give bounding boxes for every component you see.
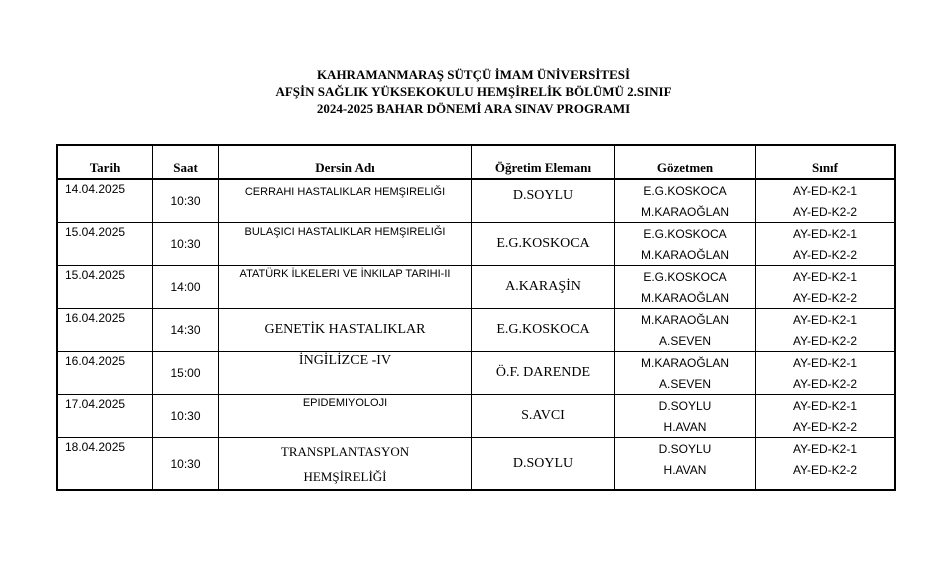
room-2: AY-ED-K2-2 <box>792 247 858 262</box>
proctor-cell <box>615 309 756 351</box>
proctor-cell <box>615 438 756 489</box>
teacher-name: A.KARAŞİN <box>472 266 615 308</box>
room-1: AY-ED-K2-1 <box>792 226 858 241</box>
room-cell <box>756 180 894 222</box>
teacher-name: D.SOYLU <box>472 180 615 222</box>
teacher-name: E.G.KOSKOCA <box>472 309 615 351</box>
room-2: AY-ED-K2-2 <box>792 463 858 478</box>
proctor-cell <box>615 266 756 308</box>
exam-time: 10:30 <box>153 438 219 489</box>
exam-date: 16.04.2025 <box>58 352 153 394</box>
course-name: BULAŞICI HASTALIKLAR HEMŞIRELIĞI <box>219 223 472 265</box>
teacher-name: Ö.F. DARENDE <box>472 352 615 394</box>
table-row <box>58 395 894 438</box>
proctor-1: E.G.KOSKOCA <box>643 183 727 198</box>
proctor-1: D.SOYLU <box>658 398 712 413</box>
teacher-name: S.AVCI <box>472 395 615 437</box>
course-name: CERRAHI HASTALIKLAR HEMŞIRELIĞI <box>219 180 472 222</box>
exam-time: 10:30 <box>153 180 219 222</box>
exam-time: 15:00 <box>153 352 219 394</box>
room-1: AY-ED-K2-1 <box>792 441 858 456</box>
proctor-cell <box>615 223 756 265</box>
table-row <box>58 352 894 395</box>
room-cell <box>756 352 894 394</box>
column-header-course: Dersin Adı <box>219 146 472 178</box>
exam-time: 14:30 <box>153 309 219 351</box>
proctor-1: M.KARAOĞLAN <box>640 355 730 370</box>
proctor-2: H.AVAN <box>663 463 707 478</box>
exam-date: 18.04.2025 <box>58 438 153 489</box>
room-2: AY-ED-K2-2 <box>792 290 858 305</box>
exam-time: 10:30 <box>153 223 219 265</box>
exam-time: 14:00 <box>153 266 219 308</box>
table-row <box>58 180 894 223</box>
column-header-room: Sınıf <box>811 160 838 175</box>
teacher-name: D.SOYLU <box>472 438 615 489</box>
table-row <box>58 223 894 266</box>
proctor-cell <box>615 180 756 222</box>
exam-schedule-table <box>56 144 896 491</box>
proctor-1: E.G.KOSKOCA <box>643 226 727 241</box>
proctor-2: H.AVAN <box>663 419 707 434</box>
document-header <box>0 66 947 117</box>
teacher-name: E.G.KOSKOCA <box>472 223 615 265</box>
exam-time: 10:30 <box>153 395 219 437</box>
room-1: AY-ED-K2-1 <box>792 312 858 327</box>
exam-date: 15.04.2025 <box>58 223 153 265</box>
room-1: AY-ED-K2-1 <box>792 269 858 284</box>
table-header-row <box>58 146 894 180</box>
room-cell <box>756 266 894 308</box>
proctor-2: A.SEVEN <box>658 376 712 391</box>
course-name-line-2: HEMŞİRELİĞİ <box>303 468 387 484</box>
course-name: GENETİK HASTALIKLAR <box>219 309 472 351</box>
course-name: EPIDEMIYOLOJI <box>219 395 472 437</box>
table-row <box>58 266 894 309</box>
room-2: AY-ED-K2-2 <box>792 376 858 391</box>
exam-program-title: 2024-2025 BAHAR DÖNEMİ ARA SINAV PROGRAMI <box>316 101 631 116</box>
room-cell <box>756 309 894 351</box>
room-cell <box>756 223 894 265</box>
column-header-proctor: Gözetmen <box>615 146 756 178</box>
course-name-line-1: TRANSPLANTASYON <box>280 443 410 459</box>
column-header-date: Tarih <box>58 146 153 178</box>
proctor-2: A.SEVEN <box>658 333 712 348</box>
room-1: AY-ED-K2-1 <box>792 355 858 370</box>
university-title: KAHRAMANMARAŞ SÜTÇÜ İMAM ÜNİVERSİTESİ <box>316 67 631 82</box>
proctor-cell <box>615 395 756 437</box>
room-cell <box>756 438 894 489</box>
table-row <box>58 309 894 352</box>
table-row <box>58 438 894 489</box>
course-name <box>219 438 472 489</box>
proctor-cell <box>615 352 756 394</box>
department-title: AFŞİN SAĞLIK YÜKSEKOKULU HEMŞİRELİK BÖLÜMÜ 2.SINIF <box>275 84 672 99</box>
room-1: AY-ED-K2-1 <box>792 398 858 413</box>
proctor-1: D.SOYLU <box>658 441 712 456</box>
room-2: AY-ED-K2-2 <box>792 204 858 219</box>
course-name: İNGİLİZCE -IV <box>219 352 472 394</box>
exam-date: 15.04.2025 <box>58 266 153 308</box>
exam-date: 17.04.2025 <box>58 395 153 437</box>
exam-date: 16.04.2025 <box>58 309 153 351</box>
proctor-2: M.KARAOĞLAN <box>640 247 730 262</box>
proctor-1: M.KARAOĞLAN <box>640 312 730 327</box>
proctor-2: M.KARAOĞLAN <box>640 204 730 219</box>
room-2: AY-ED-K2-2 <box>792 333 858 348</box>
room-cell <box>756 395 894 437</box>
column-header-time: Saat <box>153 146 219 178</box>
column-header-teacher: Öğretim Elemanı <box>472 146 615 178</box>
room-1: AY-ED-K2-1 <box>792 183 858 198</box>
proctor-2: M.KARAOĞLAN <box>640 290 730 305</box>
course-name: ATATÜRK İLKELERI VE İNKILAP TARIHI-II <box>219 266 472 308</box>
exam-date: 14.04.2025 <box>58 180 153 222</box>
room-2: AY-ED-K2-2 <box>792 419 858 434</box>
proctor-1: E.G.KOSKOCA <box>643 269 727 284</box>
